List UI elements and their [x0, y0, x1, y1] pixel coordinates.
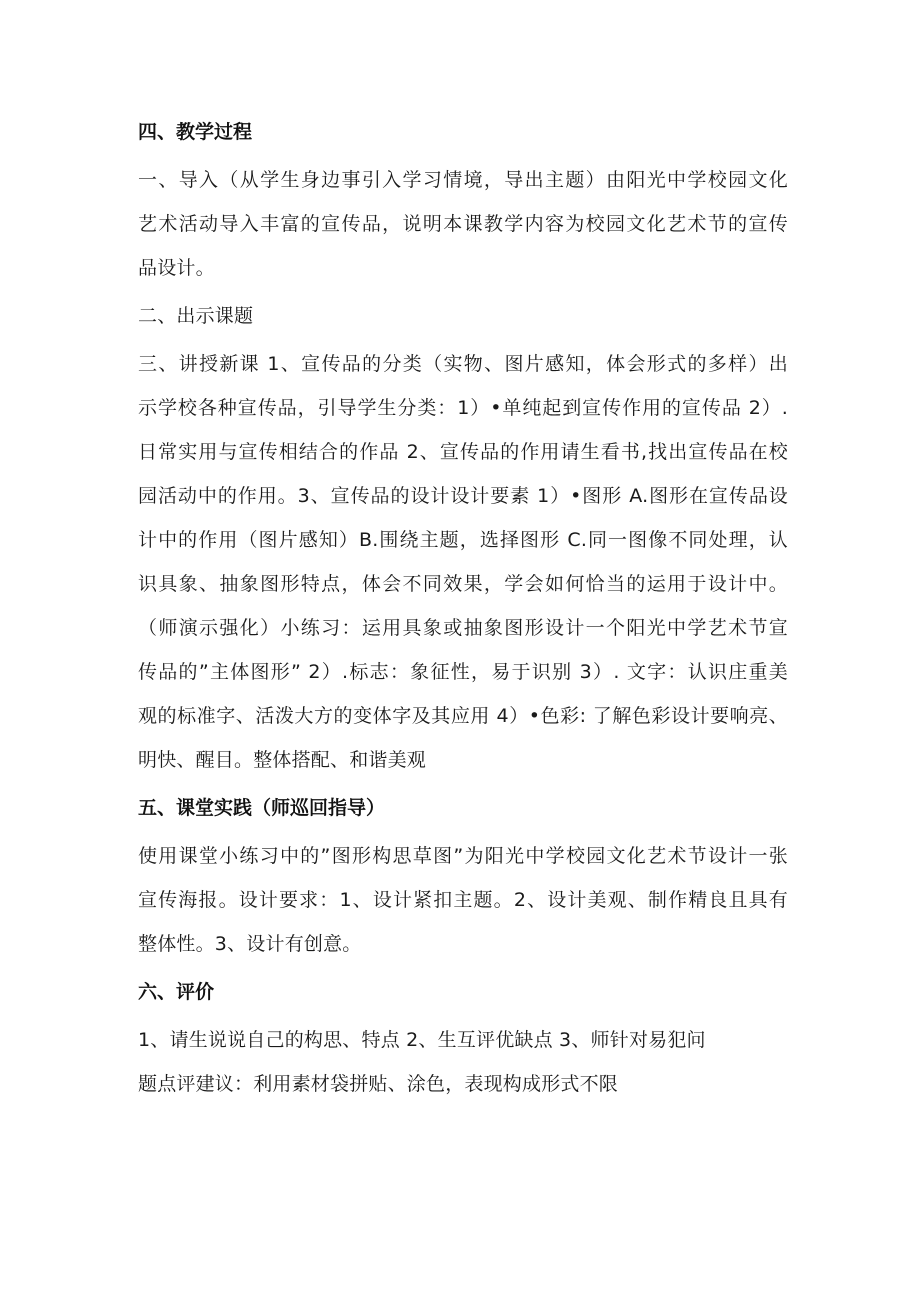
paragraph-introduction	[138, 158, 788, 290]
text-line: 园活动中的作用。3、宣传品的设计设计要素 1）•图形 A.图形在宣传品设	[138, 485, 788, 507]
text-line: 艺术活动导入丰富的宣传品，说明本课教学内容为校园文化艺术节的宣传	[138, 213, 788, 235]
text-line: 计中的作用（图片感知）B.围绕主题，选择图形 C.同一图像不同处理，认	[138, 529, 788, 551]
paragraph-show-topic	[138, 294, 788, 338]
text-line: 二、出示课题	[138, 305, 254, 327]
text-line: 题点评建议：利用素材袋拼贴、涂色，表现构成形式不限	[138, 1073, 619, 1095]
text-line: 宣传海报。设计要求：1、设计紧扣主题。2、设计美观、制作精良且具有	[138, 889, 788, 911]
text-line: 示学校各种宣传品，引导学生分类：1）•单纯起到宣传作用的宣传品 2）.	[138, 397, 788, 419]
text-line: 日常实用与宣传相结合的作品 2、宣传品的作用请生看书,找出宣传品在校	[138, 441, 788, 463]
text-line: 使用课堂小练习中的”图形构思草图”为阳光中学校园文化艺术节设计一张	[138, 845, 788, 867]
text-line: 三、讲授新课 1、宣传品的分类（实物、图片感知，体会形式的多样）出	[138, 353, 788, 375]
text-line: 传品的”主体图形” 2）.标志：象征性，易于识别 3）. 文字：认识庄重美	[138, 661, 788, 683]
section-heading-teaching-process: 四、教学过程	[138, 121, 253, 143]
section-heading-evaluation: 六、评价	[138, 981, 215, 1003]
text-line: 一、导入（从学生身边事引入学习情境，导出主题）由阳光中学校园文化	[138, 169, 788, 191]
text-line: 明快、醒目。整体搭配、和谐美观	[138, 749, 427, 771]
paragraph-new-lesson	[138, 342, 788, 782]
text-line: （师演示强化）小练习：运用具象或抽象图形设计一个阳光中学艺术节宣	[138, 617, 788, 639]
text-line: 识具象、抽象图形特点，体会不同效果，学会如何恰当的运用于设计中。	[138, 573, 788, 595]
paragraph-evaluation	[138, 1018, 788, 1106]
paragraph-practice	[138, 834, 788, 966]
text-line: 整体性。3、设计有创意。	[138, 933, 362, 955]
document-body	[138, 110, 788, 1110]
section-heading-classroom-practice: 五、课堂实践（师巡回指导）	[138, 797, 386, 819]
text-line: 观的标准字、活泼大方的变体字及其应用 4）•色彩: 了解色彩设计要响亮、	[138, 705, 788, 727]
text-line: 1、请生说说自己的构思、特点 2、生互评优缺点 3、师针对易犯问	[138, 1029, 706, 1051]
text-line: 品设计。	[138, 257, 215, 279]
